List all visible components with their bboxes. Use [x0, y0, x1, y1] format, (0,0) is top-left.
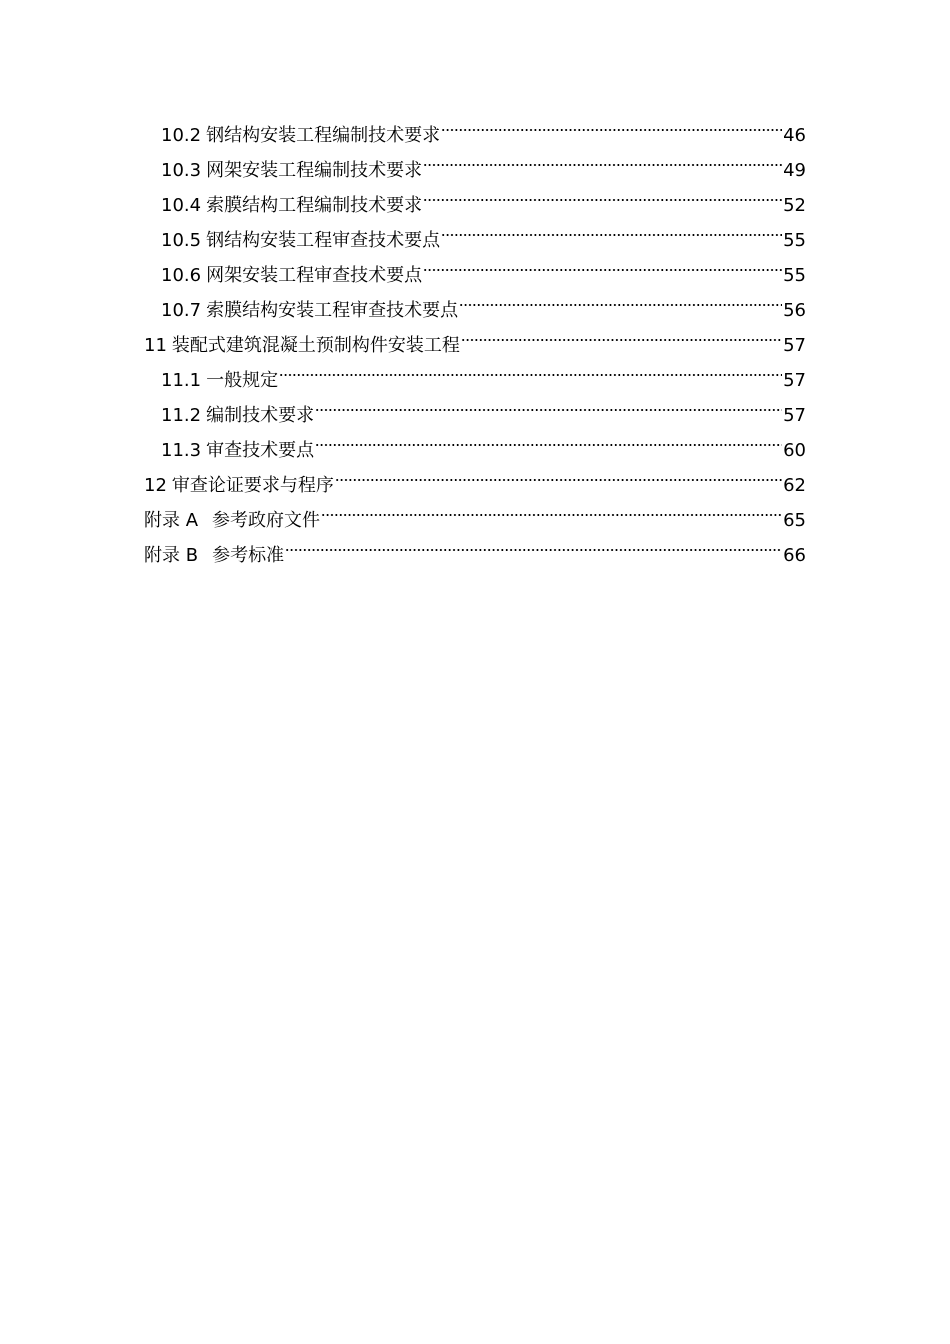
toc-entry-title: 审查论证要求与程序: [171, 475, 334, 496]
toc-dot-leader: [440, 211, 783, 246]
toc-entry-number: 10.5: [161, 230, 202, 251]
toc-entry-label: [161, 433, 314, 468]
toc-entry-page: 56: [783, 300, 806, 321]
toc-entry-number: 12: [144, 475, 167, 496]
toc-entry-number: 10.4: [161, 195, 202, 216]
toc-entry-title: 钢结构安装工程审查技术要点: [206, 230, 441, 251]
toc-entry-label: [161, 223, 440, 258]
toc-dot-leader: [314, 421, 783, 456]
toc-entry-page: 55: [783, 265, 806, 286]
toc-entry-page: 57: [783, 335, 806, 356]
toc-entry-title: 参考标准: [212, 545, 285, 566]
toc-entry-number: 10.7: [161, 300, 202, 321]
toc-entry-label: [144, 468, 334, 503]
toc-entry-title: 索膜结构工程编制技术要求: [206, 195, 423, 216]
toc-entry-page: 66: [783, 545, 806, 566]
toc-entry-number: 11.1: [161, 370, 202, 391]
toc-entry-label: [161, 363, 278, 398]
toc-entry-number: 附录 B: [144, 545, 199, 566]
toc-entry-number: 10.3: [161, 160, 202, 181]
toc-entry-label: [161, 153, 422, 188]
toc-dot-leader: [460, 316, 783, 351]
toc-entry-page: 46: [783, 125, 806, 146]
toc-entry-page: 60: [783, 440, 806, 461]
toc-entry-label: [161, 293, 458, 328]
toc-entry-number: 10.6: [161, 265, 202, 286]
toc-dot-leader: [278, 351, 783, 386]
toc-entry-page: 65: [783, 510, 806, 531]
toc-entry-number: 10.2: [161, 125, 202, 146]
toc-entry-title: 编制技术要求: [206, 405, 315, 426]
toc-entry-number: 附录 A: [144, 510, 199, 531]
toc-entry-title: 网架安装工程审查技术要点: [206, 265, 423, 286]
toc-entry-title: 参考政府文件: [212, 510, 321, 531]
toc-entry-label: [144, 538, 284, 573]
toc-entry-page: 57: [783, 405, 806, 426]
toc-dot-leader: [440, 106, 783, 141]
toc-entry-page: 62: [783, 475, 806, 496]
toc-entry-title: 审查技术要点: [206, 440, 315, 461]
toc-dot-leader: [314, 386, 783, 421]
toc-dot-leader: [334, 456, 783, 491]
toc-entry-title: 索膜结构安装工程审查技术要点: [206, 300, 459, 321]
toc-entry-page: 49: [783, 160, 806, 181]
toc-entry-10-2: [144, 106, 806, 146]
toc-entry-label: [161, 398, 314, 433]
toc-dot-leader: [422, 246, 783, 281]
toc-entry-title: 网架安装工程编制技术要求: [206, 160, 423, 181]
toc-entry-title: 装配式建筑混凝土预制构件安装工程: [171, 335, 460, 356]
toc-entry-number: 11.3: [161, 440, 202, 461]
toc-entry-number: 11.2: [161, 405, 202, 426]
toc-dot-leader: [422, 176, 783, 211]
toc-entry-label: [161, 188, 422, 223]
toc-entry-title: 钢结构安装工程编制技术要求: [206, 125, 441, 146]
toc-dot-leader: [284, 526, 783, 561]
toc-entry-label: [161, 258, 422, 293]
table-of-contents: [144, 106, 806, 566]
toc-entry-title: 一般规定: [206, 370, 279, 391]
toc-dot-leader: [422, 141, 783, 176]
toc-entry-page: 55: [783, 230, 806, 251]
toc-entry-label: [161, 118, 440, 153]
toc-entry-number: 11: [144, 335, 167, 356]
toc-entry-page: 52: [783, 195, 806, 216]
toc-entry-page: 57: [783, 370, 806, 391]
toc-dot-leader: [458, 281, 783, 316]
toc-dot-leader: [320, 491, 783, 526]
